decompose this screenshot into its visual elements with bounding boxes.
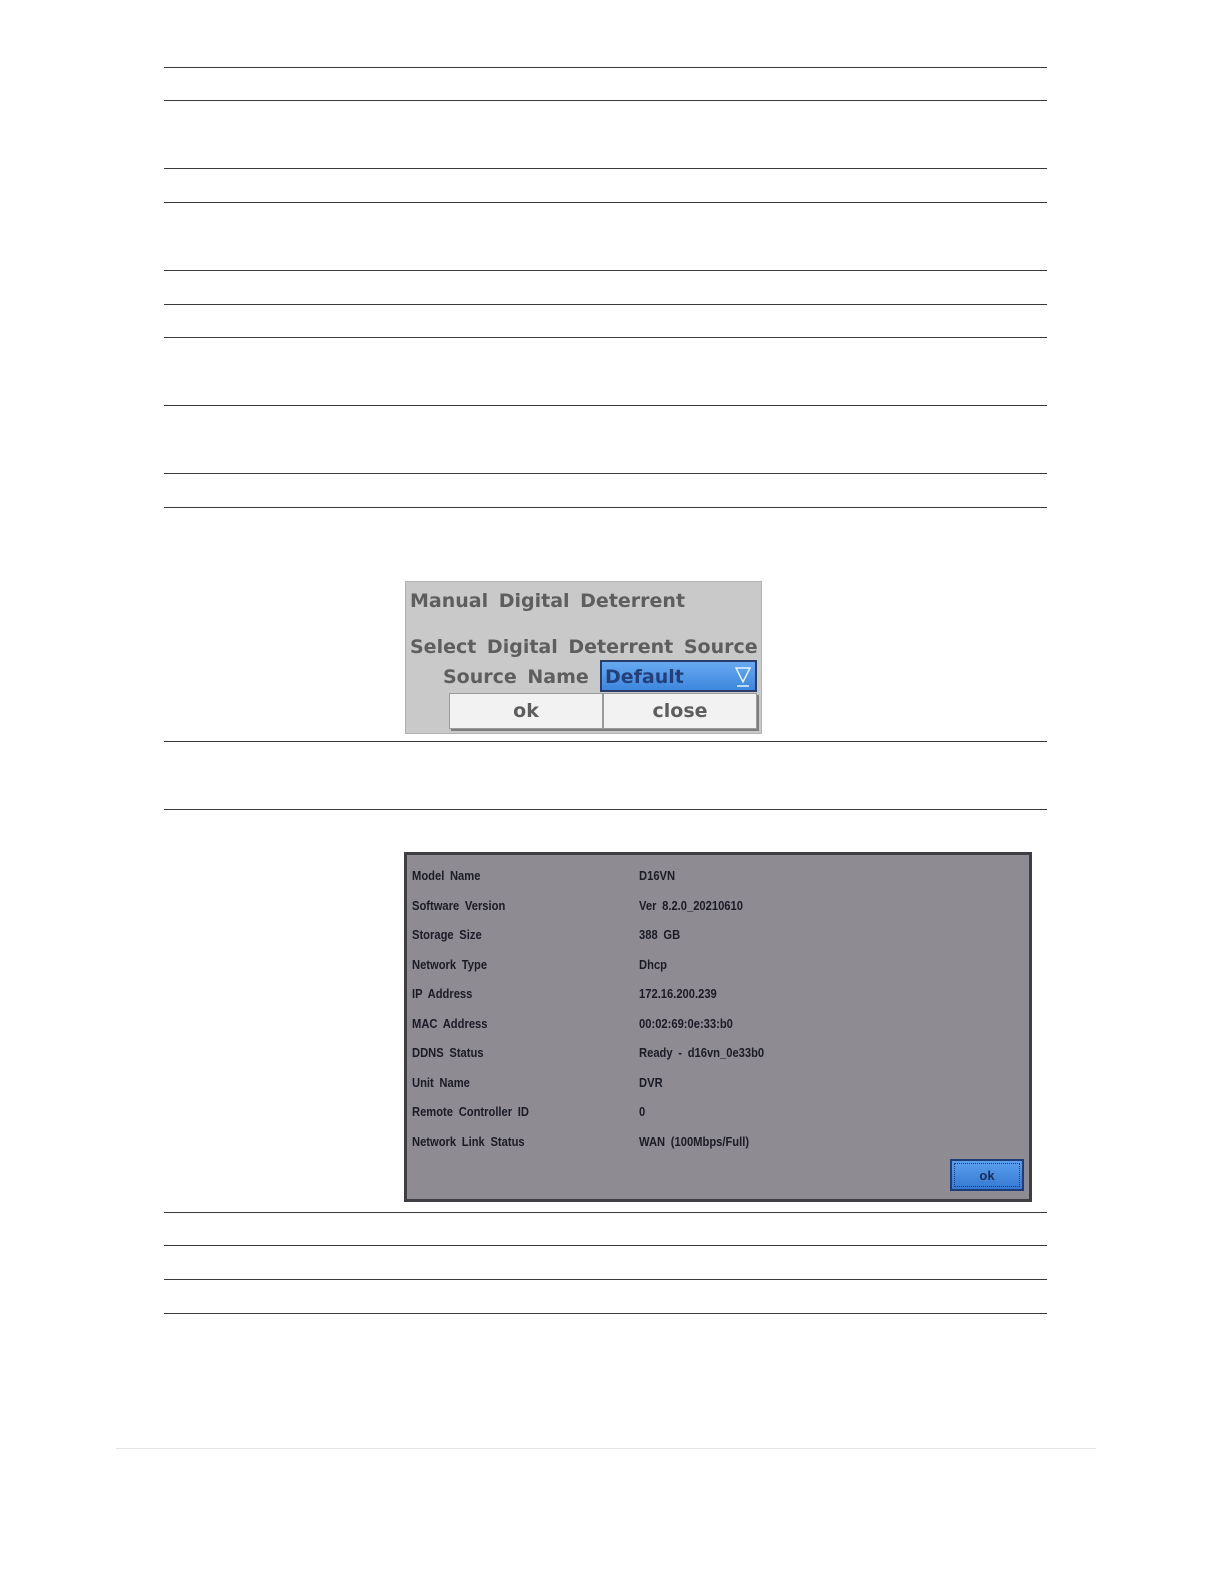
info-ok-button[interactable]: ok xyxy=(950,1159,1024,1191)
table-rule xyxy=(164,337,1047,338)
table-rule xyxy=(164,67,1047,68)
info-value-network-link-status: WAN (100Mbps/Full) xyxy=(639,1134,750,1149)
info-value-unit-name: DVR xyxy=(639,1075,663,1090)
info-label-network-link-status: Network Link Status xyxy=(412,1134,525,1149)
table-rule xyxy=(164,741,1047,742)
source-name-select[interactable] xyxy=(600,660,757,692)
info-label-unit-name: Unit Name xyxy=(412,1075,470,1090)
table-rule xyxy=(164,507,1047,508)
manual-digital-deterrent-dialog xyxy=(405,581,762,734)
table-rule xyxy=(164,1279,1047,1280)
table-rule xyxy=(164,304,1047,305)
info-label-network-type: Network Type xyxy=(412,957,488,972)
system-info-dialog xyxy=(404,852,1032,1202)
info-value-storage-size: 388 GB xyxy=(639,927,681,942)
table-rule xyxy=(164,202,1047,203)
info-label-mac-address: MAC Address xyxy=(412,1016,488,1031)
table-rule xyxy=(164,809,1047,810)
table-rule xyxy=(164,270,1047,271)
table-rule xyxy=(164,168,1047,169)
info-label-ip-address: IP Address xyxy=(412,986,473,1001)
info-value-ip-address: 172.16.200.239 xyxy=(639,986,717,1001)
info-value-model-name: D16VN xyxy=(639,868,676,883)
table-rule xyxy=(164,1313,1047,1314)
table-rule xyxy=(164,100,1047,101)
info-label-software-version: Software Version xyxy=(412,898,506,913)
close-button[interactable]: close xyxy=(603,693,757,729)
source-name-value: Default xyxy=(605,666,684,688)
dropdown-arrow-icon xyxy=(735,665,751,689)
ok-button[interactable]: ok xyxy=(449,693,603,729)
info-label-storage-size: Storage Size xyxy=(412,927,482,942)
table-rule xyxy=(164,473,1047,474)
info-value-network-type: Dhcp xyxy=(639,957,667,972)
footer-rule xyxy=(116,1448,1096,1449)
source-name-label: Source Name xyxy=(443,666,589,688)
dialog-title: Manual Digital Deterrent xyxy=(410,590,686,612)
info-value-software-version: Ver 8.2.0_20210610 xyxy=(639,898,743,913)
info-value-ddns-status: Ready - d16vn_0e33b0 xyxy=(639,1045,765,1060)
info-value-mac-address: 00:02:69:0e:33:b0 xyxy=(639,1016,733,1031)
table-rule xyxy=(164,405,1047,406)
info-label-ddns-status: DDNS Status xyxy=(412,1045,484,1060)
table-rule xyxy=(164,1245,1047,1246)
info-label-model-name: Model Name xyxy=(412,868,481,883)
table-rule xyxy=(164,1212,1047,1213)
info-value-remote-controller-id: 0 xyxy=(639,1104,646,1119)
info-label-remote-controller-id: Remote Controller ID xyxy=(412,1104,529,1119)
dialog-subtitle: Select Digital Deterrent Source xyxy=(410,636,758,658)
